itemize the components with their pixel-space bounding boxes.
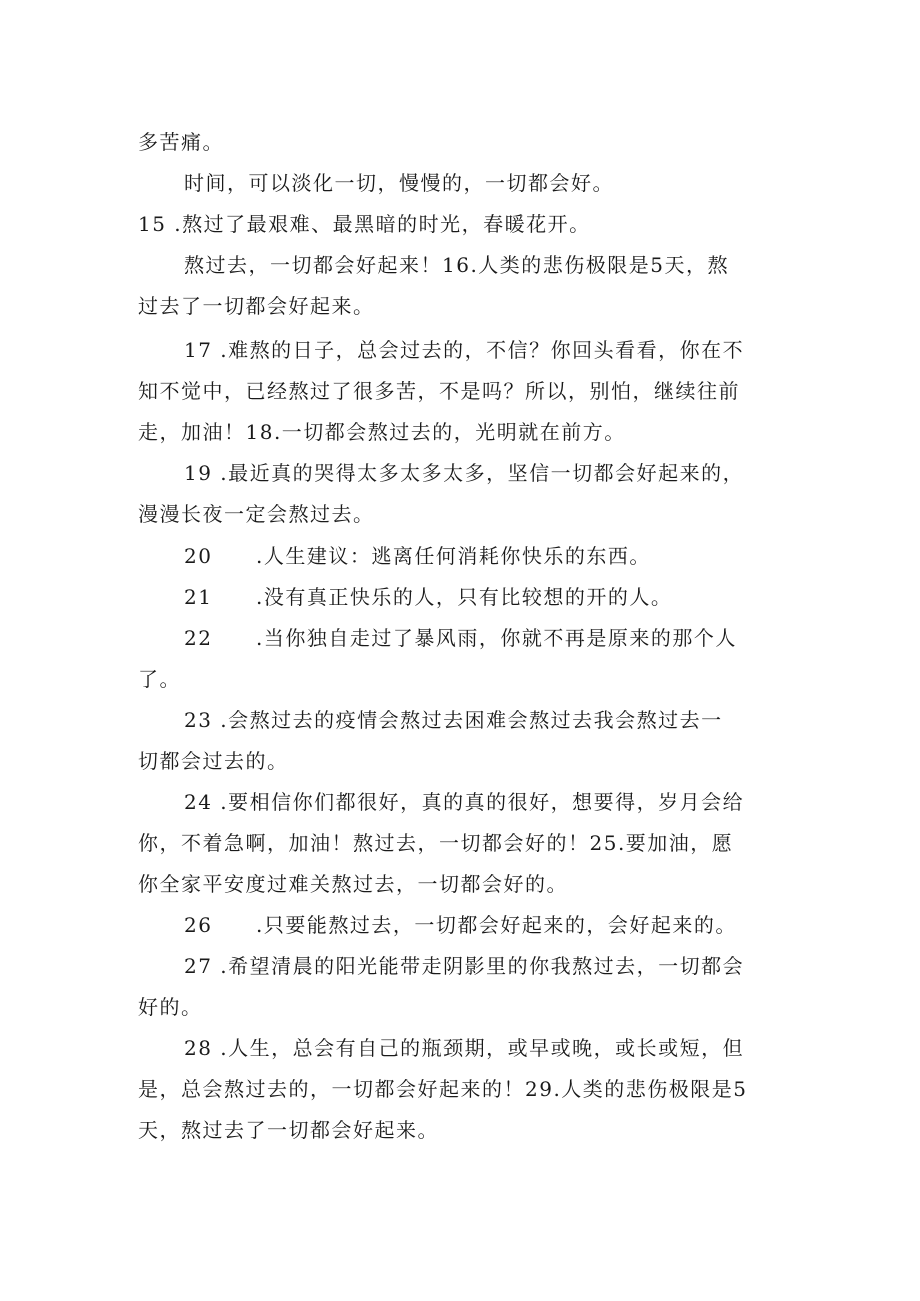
text-line: 漫漫长夜一定会熬过去。 bbox=[138, 502, 375, 526]
text-line bbox=[138, 618, 788, 659]
text-line: 多苦痛。 bbox=[138, 130, 224, 154]
item-number: 20 bbox=[184, 544, 213, 568]
text-line: 27 .希望清晨的阳光能带走阴影里的你我熬过去，一切都会 bbox=[184, 954, 745, 978]
text-line bbox=[138, 577, 788, 618]
item-text: .没有真正快乐的人，只有比较想的开的人。 bbox=[256, 585, 673, 609]
paragraph-15 bbox=[138, 204, 788, 245]
text-line: 28 .人生，总会有自己的瓶颈期，或早或晚，或长或短，但 bbox=[184, 1036, 745, 1060]
item-text: .当你独自走过了暴风雨，你就不再是原来的那个人 bbox=[256, 626, 737, 650]
text-line: 24 .要相信你们都很好，真的真的很好，想要得，岁月会给 bbox=[184, 790, 745, 814]
text-line: 熬过去，一切都会好起来！16.人类的悲伤极限是5天，熬 bbox=[184, 253, 730, 277]
text-line: 走，加油！18.一切都会熬过去的，光明就在前方。 bbox=[138, 420, 626, 444]
text-line: 好的。 bbox=[138, 995, 203, 1019]
item-text: .人生建议：逃离任何消耗你快乐的东西。 bbox=[256, 544, 651, 568]
paragraph-16 bbox=[138, 245, 788, 327]
text-line bbox=[138, 536, 788, 577]
paragraph-23 bbox=[138, 700, 788, 782]
text-line: 了。 bbox=[138, 667, 181, 691]
paragraph-27 bbox=[138, 946, 788, 1028]
paragraph-19 bbox=[138, 453, 788, 535]
text-line: 时间，可以淡化一切，慢慢的，一切都会好。 bbox=[184, 171, 614, 195]
item-number: 26 bbox=[184, 913, 213, 937]
item-number: 21 bbox=[184, 585, 213, 609]
paragraph-time bbox=[138, 163, 788, 204]
text-line: 17 .难熬的日子，总会过去的，不信？你回头看看，你在不 bbox=[184, 338, 745, 362]
paragraph-28 bbox=[138, 1028, 788, 1151]
text-line: 15 .熬过了最艰难、最黑暗的时光，春暖花开。 bbox=[138, 212, 591, 236]
paragraph-24 bbox=[138, 782, 788, 905]
text-line: 切都会过去的。 bbox=[138, 749, 289, 773]
text-line bbox=[138, 905, 788, 946]
text-line: 过去了一切都会好起来。 bbox=[138, 294, 375, 318]
text-line: 知不觉中，已经熬过了很多苦，不是吗？所以，别怕，继续往前 bbox=[138, 379, 740, 403]
paragraph-21 bbox=[138, 577, 788, 618]
paragraph-17 bbox=[138, 330, 788, 453]
paragraph-22 bbox=[138, 618, 788, 700]
paragraph-20 bbox=[138, 536, 788, 577]
item-text: .只要能熬过去，一切都会好起来的，会好起来的。 bbox=[256, 913, 737, 937]
text-line: 天，熬过去了一切都会好起来。 bbox=[138, 1118, 439, 1142]
text-line: 19 .最近真的哭得太多太多太多，坚信一切都会好起来的， bbox=[184, 461, 745, 485]
text-line: 是，总会熬过去的，一切都会好起来的！29.人类的悲伤极限是5 bbox=[138, 1077, 748, 1101]
paragraph-26 bbox=[138, 905, 788, 946]
text-line: 你全家平安度过难关熬过去，一切都会好的。 bbox=[138, 872, 568, 896]
item-number: 22 bbox=[184, 626, 213, 650]
text-line: 23 .会熬过去的疫情会熬过去困难会熬过去我会熬过去一 bbox=[184, 708, 723, 732]
text-line: 你，不着急啊，加油！熬过去，一切都会好的！25.要加油，愿 bbox=[138, 831, 734, 855]
paragraph-intro-tail bbox=[138, 122, 788, 163]
